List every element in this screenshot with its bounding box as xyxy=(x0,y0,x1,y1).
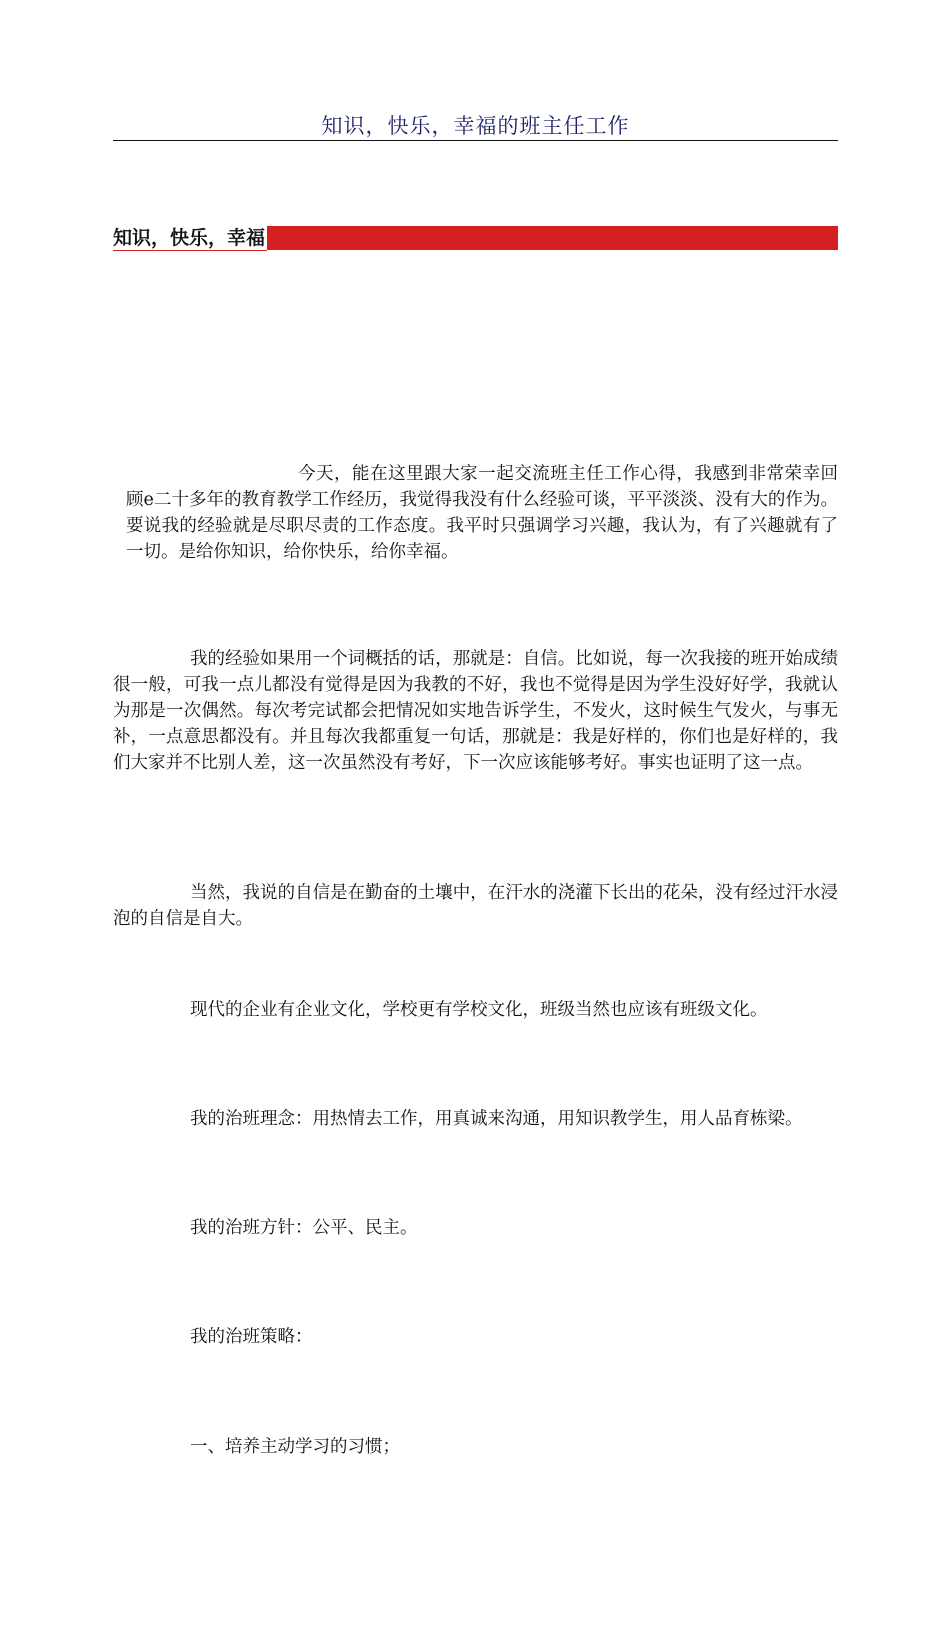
line-strategy-item-1: 一、培养主动学习的习惯； xyxy=(190,1437,400,1457)
section-heading-bar xyxy=(113,226,838,250)
paragraph-confidence: 我的经验如果用一个词概括的话，那就是：自信。比如说，每一次我接的班开始成绩很一般，可我一点儿都没有觉得是因为我教的不好，我也不觉得是因为学生没好好学，我就认为那是一次偶然。每次考完试都会把情况如实地告诉学生，不发火，这时候生气发火，与事无补，一点意思都没有。并且每次我都重复一句话，那就是：我是好样的，你们也是好样的，我们大家并不比别人差，这一次虽然没有考好，下一次应该能够考好。事实也证明了这一点。 xyxy=(113,648,838,773)
line-management-philosophy: 我的治班理念：用热情去工作，用真诚来沟通，用知识教学生，用人品育栋梁。 xyxy=(190,1109,803,1129)
line-management-strategy: 我的治班策略： xyxy=(190,1327,313,1347)
paragraph-intro: 今天，能在这里跟大家一起交流班主任工作心得，我感到非常荣幸回顾e二十多年的教育教学工作经历，我觉得我没有什么经验可谈，平平淡淡、没有大的作为。要说我的经验就是尽职尽责的工作态度。我平时只强调学习兴趣，我认为，有了兴趣就有了一切。是给你知识，给你快乐，给你幸福。 xyxy=(126,463,838,562)
document-title: 知识，快乐，幸福的班主任工作 xyxy=(113,112,838,141)
line-class-culture: 现代的企业有企业文化，学校更有学校文化，班级当然也应该有班级文化。 xyxy=(190,1000,768,1020)
section-heading: 知识，快乐，幸福 xyxy=(113,227,266,249)
paragraph-diligence: 当然，我说的自信是在勤奋的土壤中，在汗水的浇灌下长出的花朵，没有经过汗水浸泡的自信是自大。 xyxy=(113,882,838,929)
line-management-policy: 我的治班方针：公平、民主。 xyxy=(190,1218,418,1238)
